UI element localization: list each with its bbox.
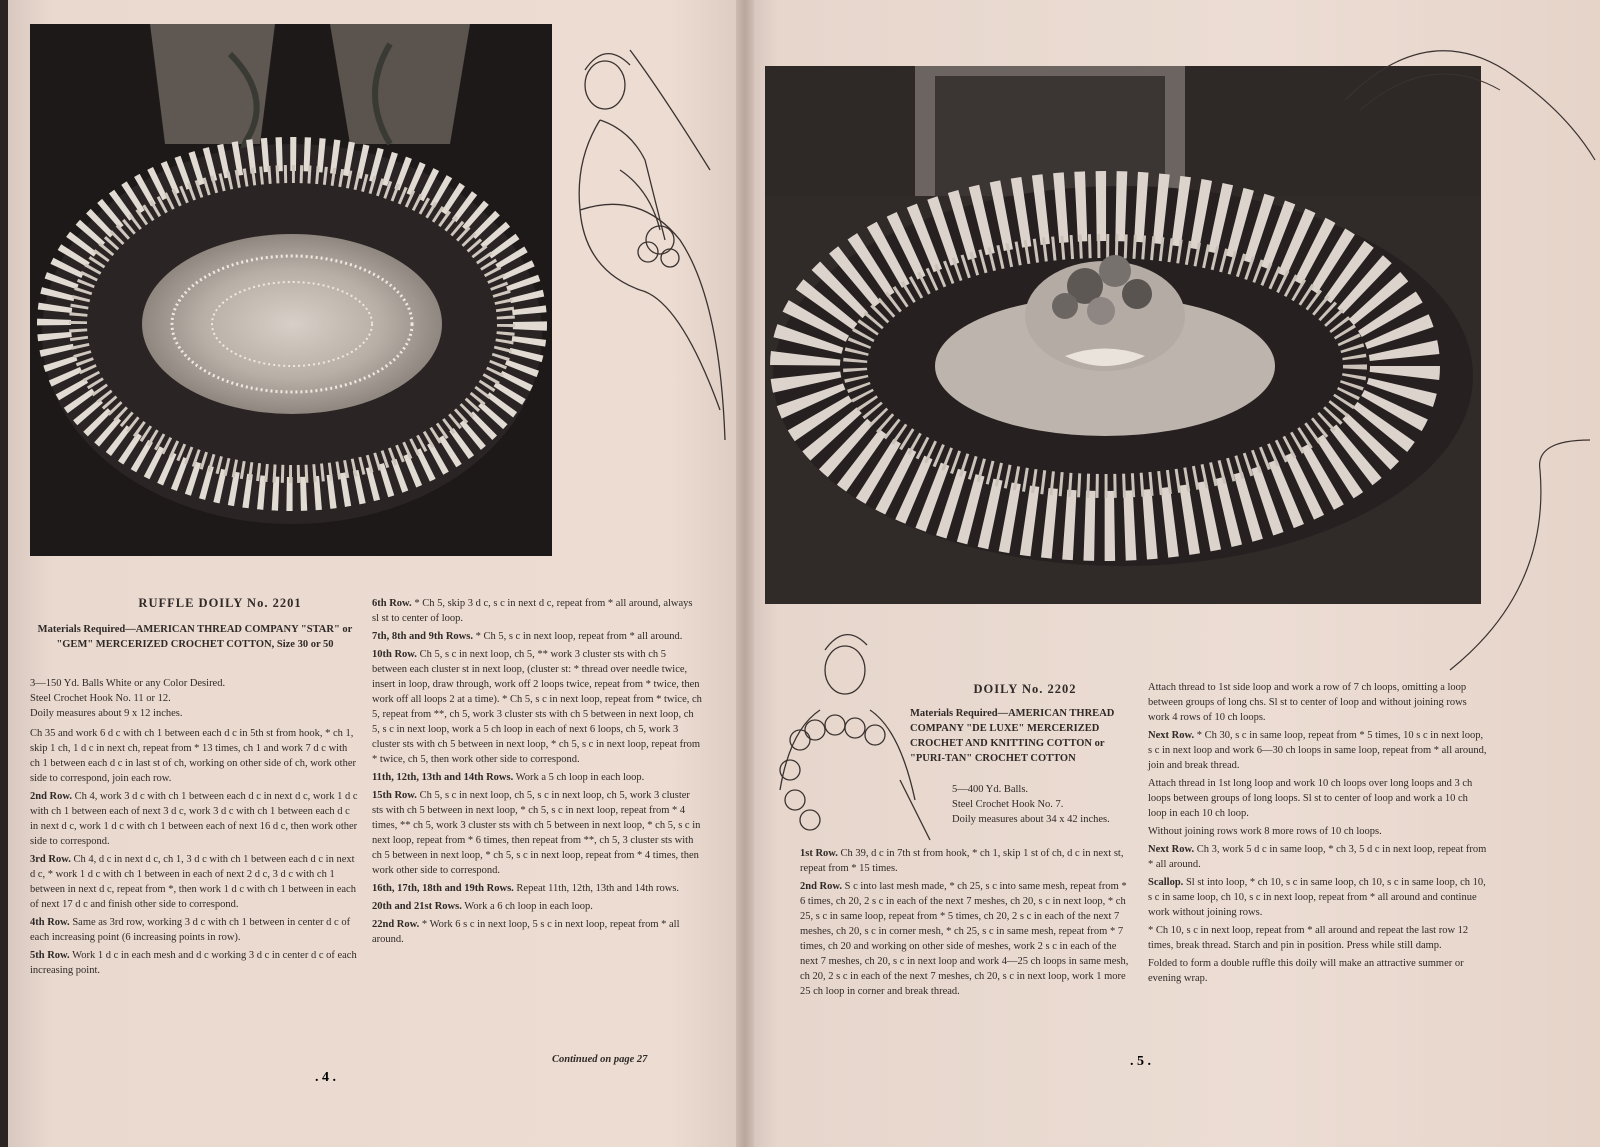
instruction-row-heading: 2nd Row. bbox=[30, 791, 73, 802]
page-number-left: . 4 . bbox=[315, 1070, 336, 1085]
ruffle-doily-supplies: 3—150 Yd. Balls White or any Color Desired. Steel Crochet Hook No. 11 or 12. Doily measures about 9 x 12 inches. bbox=[30, 678, 226, 719]
instruction-row-heading: 11th, 12th, 13th and 14th Rows. bbox=[372, 772, 514, 783]
instruction-row-heading: 10th Row. bbox=[372, 649, 417, 660]
instruction-paragraph bbox=[30, 852, 358, 912]
doily-2202-materials: Materials Required—AMERICAN THREAD COMPANY "DE LUXE" MERCERIZED CROCHET AND KNITTING COTTON or "PURI-TAN" CROCHET COTTON bbox=[910, 708, 1115, 764]
instruction-row-text: Attach thread in 1st long loop and work 10 ch loops over long loops and 3 ch loops between groups of long loops. Sl st to center of loop and work a 10 ch loop in each 10 ch loop. bbox=[1148, 778, 1473, 819]
instruction-paragraph bbox=[30, 948, 358, 978]
instruction-paragraph bbox=[372, 629, 702, 644]
instruction-row-text: Ch 4, work 3 d c with ch 1 between each d c in next d c, work 1 d c with ch 1 between each of next 3 d c, work 3 d c with ch 1 between each d c in next d c, work 1 d c with ch 1 between each of next 16 d c, then work other side to correspond. bbox=[30, 791, 358, 847]
page-number-right: . 5 . bbox=[1130, 1054, 1151, 1069]
instruction-row-text: Same as 3rd row, working 3 d c with ch 1 between in center d c of each increasing point (6 increasing points in row). bbox=[30, 917, 351, 943]
instruction-paragraph bbox=[1148, 680, 1488, 725]
ribbon-ornament-top bbox=[1340, 30, 1600, 180]
instruction-paragraph bbox=[1148, 728, 1488, 773]
instruction-paragraph bbox=[1148, 824, 1488, 839]
instruction-row-text: Ch 4, d c in next d c, ch 1, 3 d c with ch 1 between each d c in next d c, * work 1 d c with ch 1 between in each of next 2 d c, 3 d c with ch 1 between in next d c, repeat from *, then work 1 d c with ch 1 between in each of next 17 d c and finish other side to correspond. bbox=[30, 854, 356, 910]
instruction-row-text: * Ch 30, s c in same loop, repeat from * 5 times, 10 s c in next loop, s c in next loop and work 6—30 ch loops in same loop, repeat from * all around, join and break thread. bbox=[1148, 730, 1487, 771]
ribbon-ornament-bottom bbox=[1440, 430, 1600, 690]
continued-note: Continued on page 27 bbox=[552, 1054, 648, 1065]
doily-2202-supplies: 5—400 Yd. Balls. Steel Crochet Hook No. 7. Doily measures about 34 x 42 inches. bbox=[952, 784, 1110, 825]
instruction-row-text: Work 1 d c in each mesh and d c working 3 d c in center d c of each increasing point. bbox=[30, 950, 357, 976]
instruction-row-text: * Ch 5, s c in next loop, repeat from * all around. bbox=[472, 631, 683, 642]
instruction-row-heading: Next Row. bbox=[1148, 844, 1195, 855]
ruffle-doily-image bbox=[30, 24, 552, 556]
instruction-row-text: Work a 6 ch loop in each loop. bbox=[461, 901, 593, 912]
instruction-row-text: * Ch 5, skip 3 d c, s c in next d c, repeat from * all around, always sl st to center of loop. bbox=[372, 598, 693, 624]
instruction-paragraph bbox=[372, 770, 702, 785]
book-gutter bbox=[736, 0, 754, 1147]
instruction-row-heading: 2nd Row. bbox=[800, 881, 843, 892]
instruction-paragraph bbox=[372, 881, 702, 896]
instruction-row-heading: 6th Row. bbox=[372, 598, 412, 609]
woman-wrap-illustration bbox=[760, 620, 935, 850]
instruction-paragraph bbox=[1148, 956, 1488, 986]
instruction-row-heading: 1st Row. bbox=[800, 848, 838, 859]
instruction-row-heading: 5th Row. bbox=[30, 950, 70, 961]
instruction-paragraph bbox=[30, 789, 358, 849]
instruction-row-text: Ch 3, work 5 d c in same loop, * ch 3, 5 d c in next loop, repeat from * all around. bbox=[1148, 844, 1487, 870]
instruction-paragraph bbox=[800, 846, 1130, 876]
instruction-paragraph bbox=[30, 915, 358, 945]
instruction-row-text: Without joining rows work 8 more rows of 10 ch loops. bbox=[1148, 826, 1382, 837]
ruffle-doily-photo bbox=[30, 24, 552, 556]
instruction-row-text: Attach thread to 1st side loop and work a row of 7 ch loops, omitting a loop between groups of long chs. Sl st to center of loop and without joining rows work 4 rows of 10 ch loops. bbox=[1148, 682, 1467, 723]
instruction-paragraph bbox=[1148, 875, 1488, 920]
instruction-paragraph bbox=[30, 726, 358, 786]
instruction-row-heading: 3rd Row. bbox=[30, 854, 71, 865]
instruction-row-text: Ch 39, d c in 7th st from hook, * ch 1, skip 1 st of ch, d c in next st, repeat from * 15 times. bbox=[800, 848, 1124, 874]
instruction-paragraph bbox=[372, 596, 702, 626]
instruction-row-text: S c into last mesh made, * ch 25, s c into same mesh, repeat from * 6 times, ch 20, 2 s c in each of the next 7 meshes, ch 20, s c in next loop, * ch 25, s c in same loop, repeat from * 5 times, ch 20, 2 s c in each of the next 7 meshes, ch 20, s c in corner mesh, * ch 25, s c in same mesh, repeat from * 7 times, ch 20 and working on other side of meshes, work 2 s c in each of the next 7 meshes, ch 20, s c in next loop and work 4—25 ch loops in same mesh, ch 20, 2 s c in each of the next 7 meshes, ch 20, s c in next loop, work 1 more 25 ch loop in corner and break thread. bbox=[800, 881, 1129, 997]
instruction-row-text: Ch 5, s c in next loop, ch 5, s c in next loop, ch 5, work 3 cluster sts with ch 5 between in next loop, * ch 5, s c in next loop, repeat from * 4 times, ** ch 5, work 3 cluster sts with ch 5 between in next loop, * ch 5, s c in next loop, repeat from * 6 times, then repeat from **, ch 5, 3 cluster sts with ch 5 between in next loop, * ch 5, s c in next loop, repeat from * 4 times, then work other side to correspond. bbox=[372, 790, 701, 876]
ruffle-doily-title: RUFFLE DOILY No. 2201 bbox=[138, 596, 302, 610]
instruction-row-heading: 20th and 21st Rows. bbox=[372, 901, 462, 912]
doily-2202-instructions-col2 bbox=[1148, 680, 1488, 989]
instruction-paragraph bbox=[372, 917, 702, 947]
instruction-row-text: Sl st into loop, * ch 10, s c in same loop, ch 10, s c in same loop, ch 10, s c in same loop, ch 10, s c in next loop, repeat from * all around and continue work without joining rows. bbox=[1148, 877, 1486, 918]
instruction-row-heading: Next Row. bbox=[1148, 730, 1195, 741]
ruffle-doily-instructions-col1 bbox=[30, 726, 358, 981]
instruction-row-text: Repeat 11th, 12th, 13th and 14th rows. bbox=[513, 883, 680, 894]
instruction-paragraph bbox=[1148, 923, 1488, 953]
instruction-row-text: * Work 6 s c in next loop, 5 s c in next loop, repeat from * all around. bbox=[372, 919, 680, 945]
instruction-row-heading: 4th Row. bbox=[30, 917, 70, 928]
instruction-row-heading: 22nd Row. bbox=[372, 919, 420, 930]
bride-illustration bbox=[560, 30, 735, 460]
instruction-row-text: Work a 5 ch loop in each loop. bbox=[513, 772, 645, 783]
doily-2202-title: DOILY No. 2202 bbox=[973, 682, 1077, 696]
instruction-paragraph bbox=[1148, 842, 1488, 872]
instruction-row-heading: Scallop. bbox=[1148, 877, 1184, 888]
ruffle-doily-materials: Materials Required—AMERICAN THREAD COMPANY "STAR" or "GEM" MERCERIZED CROCHET COTTON, Size 30 or 50 bbox=[37, 624, 353, 650]
ruffle-doily-instructions-col2 bbox=[372, 596, 702, 950]
instruction-paragraph bbox=[372, 788, 702, 878]
instruction-row-text: * Ch 10, s c in next loop, repeat from * all around and repeat the last row 12 times, break thread. Starch and pin in position. Press while still damp. bbox=[1148, 925, 1469, 951]
instruction-row-heading: 16th, 17th, 18th and 19th Rows. bbox=[372, 883, 514, 894]
instruction-row-heading: 15th Row. bbox=[372, 790, 417, 801]
instruction-paragraph bbox=[800, 879, 1130, 999]
instruction-row-text: Folded to form a double ruffle this doily will make an attractive summer or evening wrap. bbox=[1148, 958, 1464, 984]
instruction-row-text: Ch 5, s c in next loop, ch 5, ** work 3 cluster sts with ch 5 between each cluster st in next loop, (cluster st: * thread over needle twice, insert in loop, draw through, work off 2 loops twice, repeat from * twice, then work off all loops 2 at a time). * Ch 5, s c in next loop, repeat from * twice, ch 5, repeat from **, ch 5, work 3 cluster sts with ch 5 between in next loop, ch 5, s c in next loop, work a 5 ch loop in each of next 6 loops, ch 5, work 3 cluster sts with ch 5 between in next loop, * ch 5, s c in next loop, repeat from * twice, ch 5, then work other side to correspond. bbox=[372, 649, 702, 765]
doily-2202-instructions-col1 bbox=[800, 846, 1130, 1002]
instruction-row-heading: 7th, 8th and 9th Rows. bbox=[372, 631, 473, 642]
instruction-paragraph bbox=[372, 647, 702, 767]
instruction-row-text: Ch 35 and work 6 d c with ch 1 between each d c in 5th st from hook, * ch 1, skip 1 ch, 1 d c in next ch, repeat from * 13 times, ch 1 and work 7 d c with ch 1 between each d c in last st of ch, working on other side of ch, work other side to correspond, join each row. bbox=[30, 728, 356, 784]
instruction-paragraph bbox=[372, 899, 702, 914]
instruction-paragraph bbox=[1148, 776, 1488, 821]
